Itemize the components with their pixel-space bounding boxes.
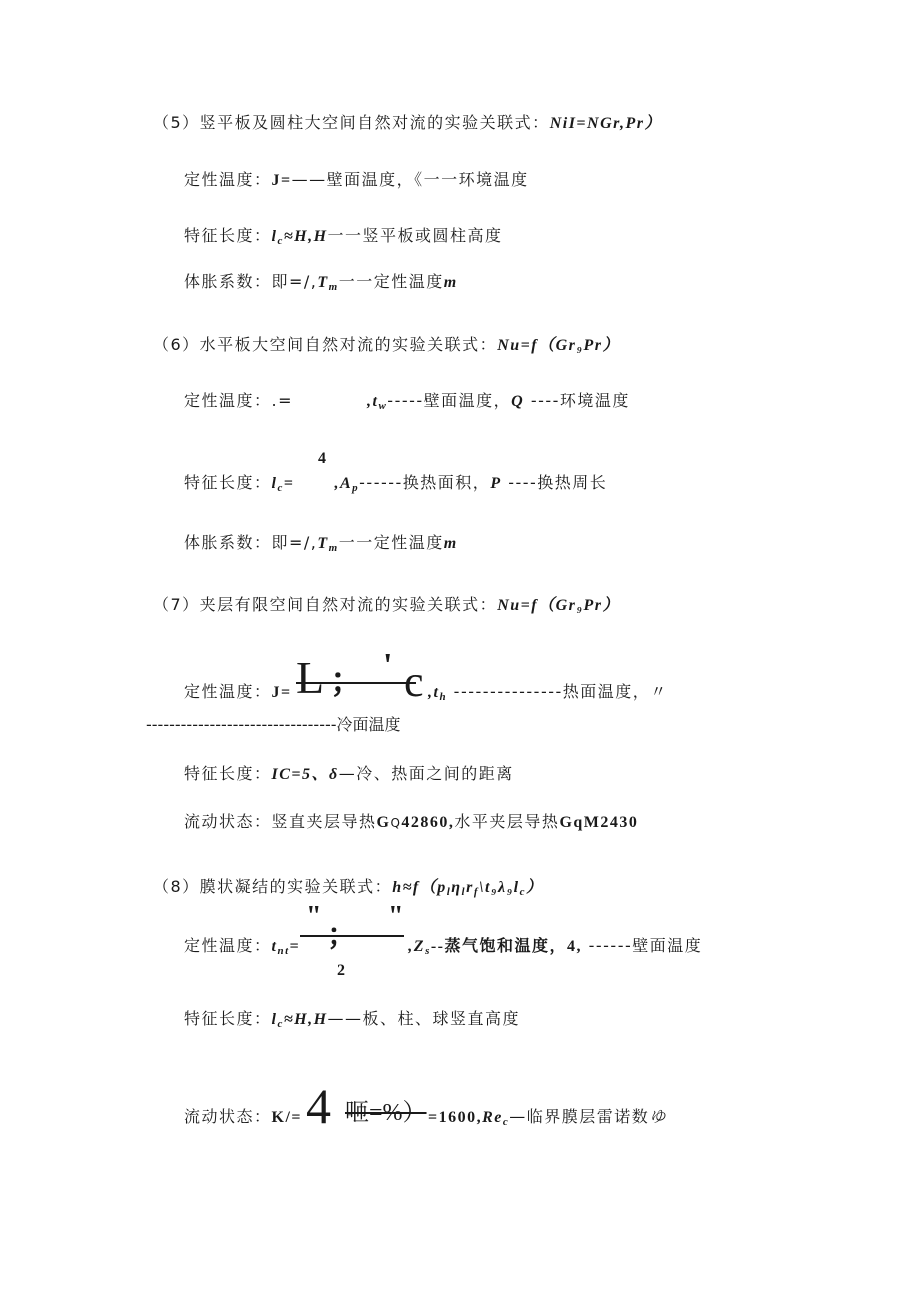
s6-exp-line <box>184 532 458 559</box>
s8-heading-mid: η <box>451 879 462 896</box>
s6-heading <box>153 334 620 357</box>
s7-len-desc: —冷、热面之间的距离 <box>338 764 514 783</box>
s8-temp-t-sub: nt <box>277 945 290 957</box>
s7-heading-text: （7）夹层有限空间自然对流的实验关联式： <box>153 595 498 614</box>
s5-exp-T: T <box>317 274 329 291</box>
s8-top-quote1: " <box>306 901 322 932</box>
s6-temp-line <box>184 390 630 417</box>
s5-temp-line <box>184 169 529 192</box>
s5-exp-label: 体胀系数：即=/, <box>184 272 318 291</box>
s7-big-L: L <box>296 652 325 703</box>
s6-len-desc1: ------换热面积， <box>359 473 491 492</box>
s8-temp-eq: = <box>289 938 301 955</box>
s7-temp-label-line <box>184 681 292 704</box>
s7-flow-v1a: G <box>376 814 391 831</box>
s5-len-line <box>184 225 503 252</box>
s7-temp-th-sub: h <box>439 691 448 703</box>
s7-heading-formula: Nu=f（Gr₉Pr） <box>497 597 620 614</box>
s7-flow-v1c: 42860, <box>401 814 455 831</box>
s6-len-A: ,A <box>334 475 353 492</box>
s5-exp-desc: 一一定性温度 <box>338 272 444 291</box>
s5-exp-T-sub: m <box>328 281 339 293</box>
s6-len-desc2: ----换热周长 <box>508 473 608 492</box>
s6-temp-tw: ,t <box>367 393 379 410</box>
s6-len-l-sub: c <box>277 482 284 494</box>
s5-exp-m: m <box>443 274 458 291</box>
s5-len-label: 特征长度： <box>184 226 272 245</box>
s7-temp-label: 定性温度： <box>184 682 272 701</box>
s6-temp-Q: Q <box>511 393 525 410</box>
s5-len-l: l <box>271 228 278 245</box>
s5-temp-label: 定性温度： <box>184 170 272 189</box>
s8-len-l-sub: c <box>277 1018 284 1030</box>
s5-len-desc: 一一竖平板或圆柱高度 <box>327 226 503 245</box>
s7-temp-line2 <box>146 714 401 736</box>
s7-temp-desc1: ---------------热面温度，〃 <box>453 682 668 701</box>
s5-temp-desc: ——壁面温度，《一一环境温度 <box>291 170 529 189</box>
s7-big-quote: ' <box>383 647 393 684</box>
s8-len-label: 特征长度： <box>184 1009 272 1028</box>
s8-temp-line <box>184 935 702 962</box>
s8-len-line <box>184 1008 520 1035</box>
s8-heading-text: （8）膜状凝结的实验关联式： <box>153 877 393 896</box>
s8-flow-val: =1600, <box>428 1109 483 1126</box>
s7-heading <box>153 594 620 617</box>
s6-temp-desc1: -----壁面温度， <box>387 391 512 410</box>
s7-big-semicolon: ； <box>330 663 364 700</box>
s8-temp-Z-sub: s <box>425 945 431 957</box>
s8-heading-sub1: l <box>446 886 452 898</box>
s5-len-formula: ≈H,H <box>283 228 328 245</box>
s8-heading-end: ） <box>526 879 544 896</box>
s8-heading-sub2: l <box>461 886 467 898</box>
s7-flow-line <box>184 811 638 834</box>
s7-temp-desc2: ---------------------------------冷面温度 <box>146 715 401 734</box>
s5-heading <box>153 112 662 135</box>
s6-exp-m: m <box>443 535 458 552</box>
s6-exp-desc: 一一定性温度 <box>338 533 444 552</box>
s7-flow-label: 流动状态：竖直夹层导热 <box>184 812 377 831</box>
s8-len-l: l <box>271 1011 278 1028</box>
s8-flow-tail: ゆ <box>649 1107 667 1126</box>
s8-heading-sub4: c <box>519 886 526 898</box>
s7-fraction-bar <box>296 682 416 684</box>
s8-temp-desc2: ------壁面温度 <box>588 936 703 955</box>
s6-heading-text: （6）水平板大空间自然对流的实验关联式： <box>153 335 498 354</box>
s7-len-line <box>184 763 514 786</box>
s5-heading-formula: NiI=NGr,Pr） <box>549 115 662 132</box>
s7-temp-J: J= <box>271 684 292 701</box>
s6-frac-numerator: 4 <box>318 450 326 467</box>
s5-heading-text: （5）竖平板及圆柱大空间自然对流的实验关联式： <box>153 113 550 132</box>
s8-flow-desc: —临界膜层雷诺数 <box>509 1107 650 1126</box>
s6-len-label: 特征长度： <box>184 473 272 492</box>
s8-flow-big4: 4 <box>306 1078 331 1134</box>
s7-flow-mid: 水平夹层导热 <box>454 812 560 831</box>
s6-heading-formula: Nu=f（Gr₉Pr） <box>497 337 620 354</box>
s8-flow-label-line <box>184 1106 302 1129</box>
s7-len-label: 特征长度： <box>184 764 272 783</box>
s6-len-eq: = <box>283 475 295 492</box>
s8-flow-K: K/= <box>271 1109 303 1126</box>
s8-len-desc: ——板、柱、球竖直高度 <box>327 1009 521 1028</box>
s8-heading-r: r <box>466 879 474 896</box>
s8-heading <box>153 876 544 903</box>
s5-len-sub: c <box>277 235 284 247</box>
s8-len-rest: ≈H,H <box>283 1011 328 1028</box>
s8-top-quote2: " <box>388 901 404 932</box>
s8-denominator: 2 <box>337 962 345 979</box>
s7-big-c: c <box>404 657 424 706</box>
s6-temp-tw-sub: w <box>378 400 388 412</box>
s8-heading-sub3: f <box>473 886 480 898</box>
s8-heading-tail: \t₉λ₉l <box>479 879 520 896</box>
s8-flow-label: 流动状态： <box>184 1107 272 1126</box>
s6-len-A-sub: p <box>352 482 360 494</box>
s5-temp-formula: J= <box>271 172 292 189</box>
s8-flow-rest <box>428 1106 667 1133</box>
s7-temp-th: ,t <box>428 684 440 701</box>
s6-exp-label: 体胀系数：即=/, <box>184 533 318 552</box>
s6-len-P: P <box>490 475 502 492</box>
s8-temp-t: t <box>271 938 278 955</box>
s6-len-line <box>184 472 607 499</box>
s7-temp-rest <box>428 681 668 708</box>
s6-exp-T: T <box>317 535 329 552</box>
s8-temp-4: 4, <box>567 938 583 955</box>
s8-temp-Z: ,Z <box>408 938 426 955</box>
s8-heading-formula: h≈f（p <box>392 879 447 896</box>
s6-exp-T-sub: m <box>328 542 339 554</box>
s7-len-formula: IC=5、δ <box>271 766 339 783</box>
s6-temp-desc2: ----环境温度 <box>530 391 630 410</box>
s8-flow-Re-sub: c <box>502 1116 510 1128</box>
s6-temp-label: 定性温度：.= <box>184 391 293 410</box>
s8-semicolon: ； <box>327 919 357 952</box>
s7-flow-v1b: Q <box>390 816 402 830</box>
s8-temp-label: 定性温度： <box>184 936 272 955</box>
s6-len-l: l <box>271 475 278 492</box>
s5-exp-line <box>184 271 458 298</box>
s8-flow-strike: 咂=%） <box>345 1100 427 1126</box>
s7-flow-v2: GqM2430 <box>559 814 639 831</box>
s8-temp-desc1: --蒸气饱和温度， <box>430 938 568 955</box>
s8-flow-Re: Re <box>482 1109 503 1126</box>
